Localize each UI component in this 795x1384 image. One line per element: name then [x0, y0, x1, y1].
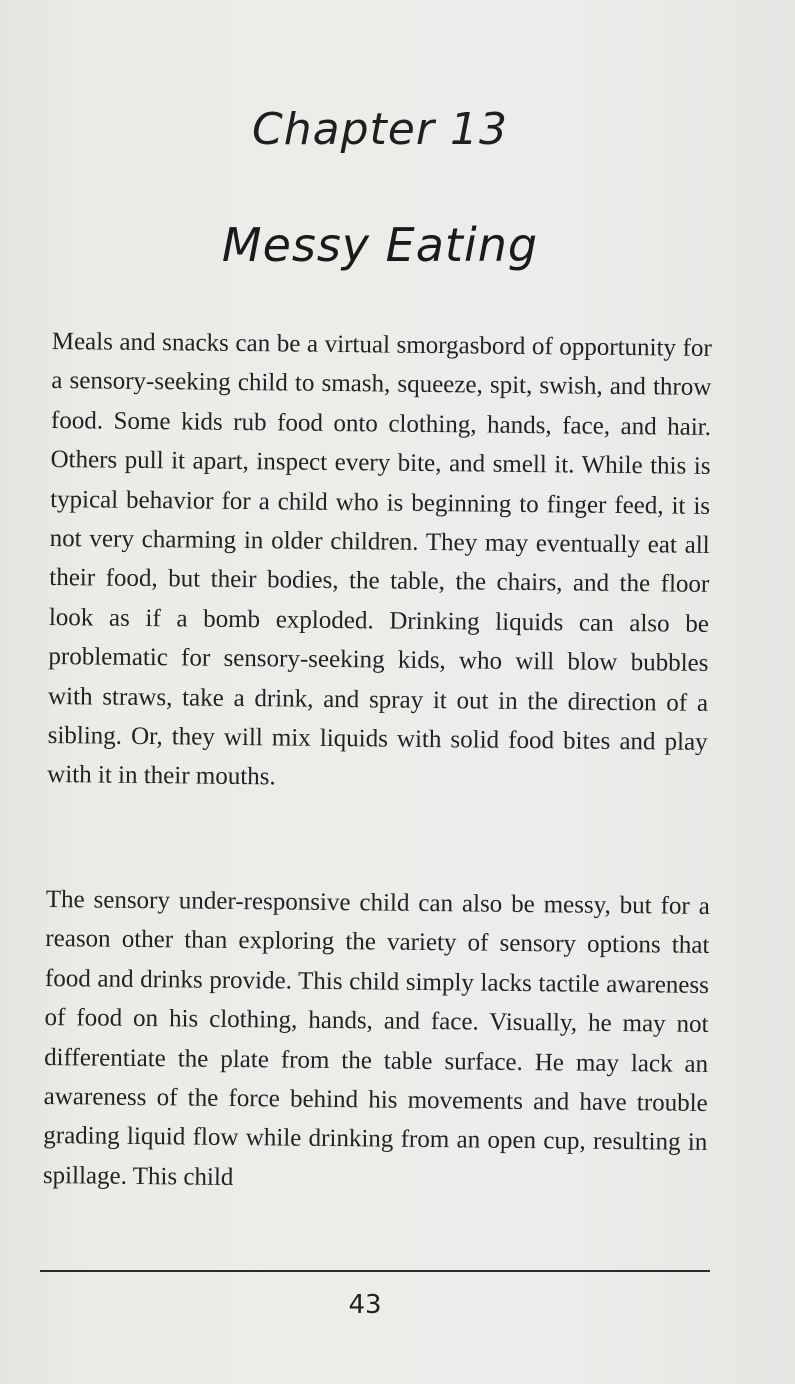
paragraph-2: The sensory under-responsive child can also be messy, but for a reason other than exploring the variety of sensory options that food and drinks provide. This child simply lacks tactile awareness of food on his clothing, hands, and face. Visually, he may not differentiate the plate from the table surface. He may lack an awareness of the force behind his movements and have trouble grading liquid flow while drinking from an open cup, resulting in spillage. This child	[42, 885, 710, 1191]
page-number: 43	[348, 1290, 382, 1320]
chapter-number: Chapter 13	[252, 104, 508, 155]
footer-rule	[40, 1270, 710, 1272]
chapter-title: Messy Eating	[221, 218, 539, 272]
paragraph-1: Meals and snacks can be a virtual smorgasbord of opportunity for a sensory-seeking child to smash, squeeze, spit, swish, and throw food. Some kids rub food onto clothing, hands, face, and hair. Others pull it apart, inspect every bite, and smell it. While this is typical behavior for a child who is beginning to finger feed, it is not very charming in older children. They may eventually eat all their food, but their bodies, the table, the chairs, and the floor look as if a bomb exploded. Drinking liquids can also be problematic for sensory-seeking kids, who will blow bubbles with straws, take a drink, and spray it out in the direction of a sibling. Or, they will mix liquids with solid food bites and play with it in their mouths.	[47, 327, 712, 791]
